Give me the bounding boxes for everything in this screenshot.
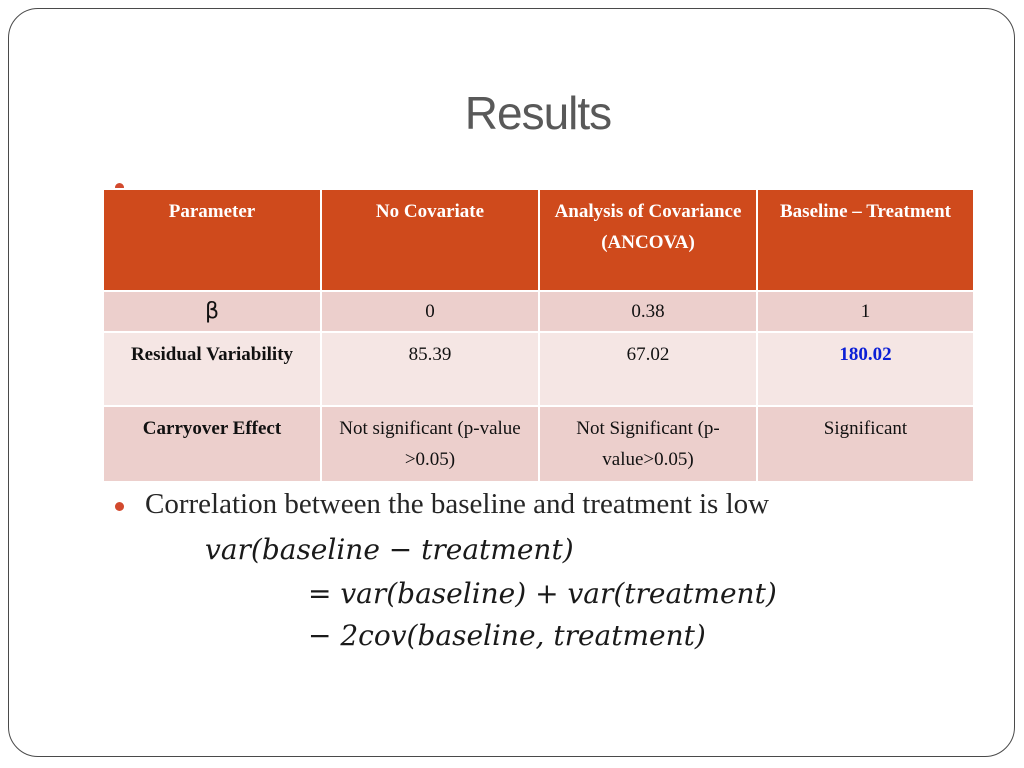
header-ancova: Analysis of Covariance (ANCOVA) xyxy=(539,189,757,291)
table-row xyxy=(103,406,974,482)
bullet-dot-2 xyxy=(115,502,124,511)
table-header-row xyxy=(103,189,974,291)
row-label-carryover-effect: Carryover Effect xyxy=(103,406,321,482)
results-table xyxy=(102,188,975,483)
highlighted-cell: 180.02 xyxy=(757,332,974,406)
header-baseline-treatment: Baseline – Treatment xyxy=(757,189,974,291)
table-cell: 85.39 xyxy=(321,332,539,406)
row-label-residual-variability: Residual Variability xyxy=(103,332,321,406)
table-cell: Significant xyxy=(757,406,974,482)
equation-line-2: = var(baseline) + var(treatment) xyxy=(308,577,777,610)
table-row xyxy=(103,291,974,332)
table-cell: Not Significant (p-value>0.05) xyxy=(539,406,757,482)
table-cell: Not significant (p-value >0.05) xyxy=(321,406,539,482)
bullet-correlation-text: Correlation between the baseline and treatment is low xyxy=(145,488,770,520)
header-parameter: Parameter xyxy=(103,189,321,291)
equation-line-3: − 2cov(baseline, treatment) xyxy=(308,619,706,652)
header-no-covariate: No Covariate xyxy=(321,189,539,291)
table-cell: 67.02 xyxy=(539,332,757,406)
table-row xyxy=(103,332,974,406)
equation-line-1: var(baseline − treatment) xyxy=(205,533,574,566)
table-cell: 0.38 xyxy=(539,291,757,332)
slide-title: Results xyxy=(464,87,612,139)
table-cell: 1 xyxy=(757,291,974,332)
table-cell: 0 xyxy=(321,291,539,332)
row-label-beta: β xyxy=(103,291,321,332)
